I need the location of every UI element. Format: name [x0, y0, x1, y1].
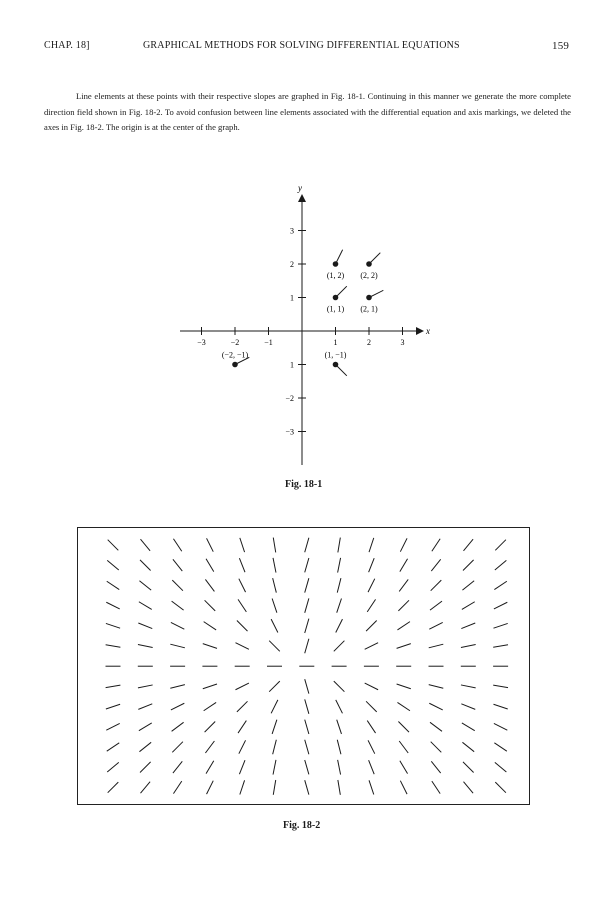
running-title: GRAPHICAL METHODS FOR SOLVING DIFFERENTIAL EQUATIONS — [143, 40, 460, 51]
direction-field-segment — [305, 538, 309, 552]
direction-field-segment — [305, 639, 309, 653]
direction-field-segment — [429, 622, 442, 629]
direction-field-segment — [400, 538, 407, 551]
direction-field-segment — [462, 742, 474, 751]
direction-field-segment — [305, 699, 309, 713]
point-label: (2, 1) — [360, 304, 378, 314]
direction-field-segment — [367, 721, 375, 733]
direction-field-segment — [338, 538, 340, 553]
direction-field-segment — [399, 741, 408, 753]
direction-field-segment — [463, 539, 473, 551]
direction-field-segment — [173, 781, 181, 793]
direction-field-segment — [106, 602, 119, 609]
direction-field-segment — [239, 579, 246, 592]
direction-field-segment — [400, 781, 407, 794]
direction-field-segment — [269, 641, 280, 652]
direction-field-segment — [173, 559, 182, 571]
x-tick-label: −1 — [264, 338, 273, 347]
y-tick-label: 1 — [290, 360, 294, 370]
direction-field-segment — [397, 702, 409, 710]
direction-field-segment — [140, 762, 151, 773]
direction-field-segment — [369, 780, 374, 794]
direction-field-segment — [139, 602, 152, 610]
direction-field-segment — [494, 743, 506, 751]
direction-field-segment — [495, 782, 506, 793]
direction-field-segment — [462, 723, 475, 731]
direction-field-segment — [399, 579, 408, 591]
chapter-label: CHAP. 18] — [44, 40, 90, 51]
direction-field-segment — [140, 560, 151, 571]
direction-field-segment — [338, 780, 340, 795]
direction-field-segment — [139, 723, 152, 731]
point-label: (1, −1) — [324, 350, 347, 360]
direction-field-segment — [305, 578, 309, 592]
direction-field-segment — [207, 538, 214, 551]
direction-field-segment — [107, 560, 119, 570]
direction-field-segment — [170, 644, 185, 648]
direction-field-segment — [432, 781, 440, 793]
direction-field-segment — [495, 560, 507, 570]
y-tick-label: 1 — [290, 293, 294, 303]
direction-field-segment — [398, 600, 409, 611]
direction-field-segment — [432, 539, 440, 551]
direction-field-segment — [173, 761, 182, 773]
direction-field-segment — [368, 740, 375, 753]
x-axis-label: x — [426, 326, 430, 336]
direction-field-segment — [235, 683, 248, 690]
direction-field-segment — [495, 762, 507, 772]
direction-field-segment — [170, 685, 185, 689]
direction-field-segment — [273, 578, 277, 593]
direction-field-segment — [367, 599, 375, 611]
direction-field-segment — [140, 782, 150, 794]
direction-field-segment — [106, 623, 120, 628]
direction-field-segment — [140, 539, 150, 551]
direction-field-segment — [171, 622, 184, 629]
direction-field-segment — [337, 740, 341, 755]
direction-field-segment — [365, 683, 378, 690]
direction-field-segment — [204, 622, 216, 630]
direction-field-segment — [238, 599, 246, 611]
direction-field-segment — [138, 623, 152, 629]
direction-field-segment — [334, 681, 345, 692]
page-number: 159 — [552, 40, 570, 52]
direction-field-segment — [430, 601, 442, 610]
direction-field-segment — [430, 722, 442, 731]
direction-field-segment — [203, 644, 217, 649]
direction-field-segment — [305, 720, 309, 734]
direction-field-segment — [494, 602, 507, 609]
direction-field-segment — [305, 598, 309, 612]
direction-field-segment — [493, 685, 508, 687]
direction-field-segment — [337, 598, 342, 612]
direction-field-segment — [493, 623, 507, 628]
direction-field-segment — [305, 558, 309, 572]
direction-field-segment — [366, 620, 377, 631]
direction-field-segment — [271, 700, 278, 713]
direction-field-segment — [429, 685, 444, 689]
direction-field-segment — [273, 558, 276, 573]
direction-field-segment — [305, 760, 309, 774]
direction-field-segment — [138, 704, 152, 710]
direction-field-segment — [305, 679, 309, 693]
x-tick-label: 3 — [400, 338, 405, 347]
direction-field-segment — [400, 761, 408, 774]
direction-field-segment — [271, 619, 278, 632]
direction-field-segment — [369, 538, 374, 552]
direction-field-segment — [172, 601, 184, 610]
direction-field-segment — [272, 598, 277, 612]
direction-field-segment — [237, 701, 248, 712]
direction-field-segment — [107, 743, 119, 751]
direction-field-segment — [400, 559, 408, 572]
direction-field-segment — [368, 579, 375, 592]
direction-field-segment — [338, 558, 341, 573]
direction-field-segment — [305, 740, 309, 754]
x-tick-label: −3 — [197, 338, 206, 347]
direction-field-segment — [463, 762, 474, 773]
direction-field-segment — [106, 704, 120, 709]
y-tick-label: −2 — [285, 394, 294, 403]
direction-field-segment — [495, 540, 506, 551]
direction-field-segment — [463, 782, 473, 794]
direction-field-segment — [461, 704, 475, 710]
direction-field-segment — [138, 685, 153, 688]
direction-field-segment — [237, 620, 248, 631]
direction-field-segment — [461, 685, 476, 688]
direction-field-segment — [273, 538, 275, 553]
direction-field-segment — [108, 540, 119, 551]
direction-field-segment — [461, 623, 475, 629]
direction-field-segment — [336, 619, 343, 632]
direction-field-segment — [205, 741, 214, 753]
direction-field-segment — [204, 702, 216, 710]
direction-field-segment — [494, 581, 506, 589]
direction-field-segment — [462, 602, 475, 610]
direction-field-segment — [429, 644, 444, 648]
direction-field-segment — [366, 701, 377, 712]
direction-field-segment — [205, 721, 216, 732]
direction-field-segment — [239, 558, 245, 572]
direction-field-segment — [173, 539, 181, 551]
direction-field-segment — [106, 685, 121, 687]
y-tick-label: 2 — [290, 260, 294, 269]
direction-field-segment — [107, 762, 119, 772]
direction-field-segment — [397, 684, 411, 689]
direction-field-segment — [203, 684, 217, 689]
y-tick-label: 3 — [290, 226, 294, 236]
direction-field-segment — [397, 644, 411, 649]
x-tick-label: 1 — [333, 338, 338, 347]
direction-field-segment — [431, 742, 442, 753]
direction-field-segment — [171, 703, 184, 710]
direction-field-segment — [238, 721, 246, 733]
direction-field-segment — [108, 782, 119, 793]
direction-field-segment — [365, 643, 378, 650]
direction-field-segment — [138, 645, 153, 648]
direction-field-segment — [462, 581, 474, 590]
point-label: (1, 2) — [326, 271, 345, 280]
direction-field-segment — [334, 641, 345, 652]
direction-field-segment — [369, 558, 375, 572]
direction-field-segment — [272, 720, 277, 734]
direction-field-segment — [269, 681, 280, 692]
direction-field-segment — [337, 578, 341, 593]
body-paragraph: Line elements at these points with their respective slopes are graphed in Fig. 18-1. Continuing in this manner we generate the more complete direction field shown in Fig. 18-2. To avoid confusion between line elements associated with the differential equation and axis markings, we deleted the axes in Fig. 18-2. The origin is at the center of the graph. — [44, 91, 571, 133]
direction-field-segment — [273, 740, 277, 755]
direction-field-segment — [273, 780, 275, 795]
direction-field-segment — [305, 780, 309, 794]
direction-field-segment — [494, 723, 507, 730]
y-tick-label: −3 — [285, 427, 294, 437]
direction-field-segment — [235, 643, 248, 650]
direction-field-segment — [397, 622, 409, 630]
figure-2-caption: Fig. 18-2 — [283, 820, 321, 831]
direction-field-segment — [463, 560, 474, 571]
direction-field-segment — [172, 580, 183, 591]
direction-field-segment — [239, 740, 246, 753]
direction-field-segment — [493, 704, 507, 709]
direction-field-segment — [106, 645, 121, 647]
direction-field-segment — [369, 760, 375, 774]
direction-field-segment — [107, 581, 119, 589]
direction-field-segment — [429, 703, 442, 710]
y-axis-label: y — [298, 183, 302, 193]
direction-field-segment — [239, 760, 245, 774]
direction-field-segment — [431, 761, 440, 773]
direction-field-segment — [398, 721, 409, 732]
direction-field-segment — [337, 720, 342, 734]
direction-field-segment — [139, 581, 151, 590]
point-label: (−2, −1) — [221, 350, 249, 360]
direction-field-segment — [240, 780, 245, 794]
point-label: (2, 2) — [360, 271, 378, 280]
direction-field-segment — [336, 700, 343, 713]
direction-field-segment — [305, 619, 309, 633]
direction-field-segment — [207, 781, 214, 794]
direction-field-segment — [172, 722, 184, 731]
direction-field-segment — [205, 579, 214, 591]
figure-1-caption: Fig. 18-1 — [285, 479, 323, 490]
point-label: (1, 1) — [326, 304, 345, 314]
direction-field-segment — [273, 760, 276, 775]
direction-field-segment — [172, 742, 183, 753]
direction-field-segment — [205, 600, 216, 611]
direction-field-segment — [493, 645, 508, 647]
x-tick-label: 2 — [367, 338, 371, 347]
direction-field-segment — [206, 761, 214, 774]
direction-field-segment — [431, 580, 442, 591]
direction-field-segment — [338, 760, 341, 775]
direction-field-segment — [206, 559, 214, 572]
direction-field-segment — [139, 742, 151, 751]
x-tick-label: −2 — [230, 338, 240, 347]
direction-field-segment — [431, 559, 440, 571]
direction-field-segment — [461, 645, 476, 648]
direction-field-segment — [106, 723, 119, 730]
direction-field-segment — [240, 538, 245, 552]
